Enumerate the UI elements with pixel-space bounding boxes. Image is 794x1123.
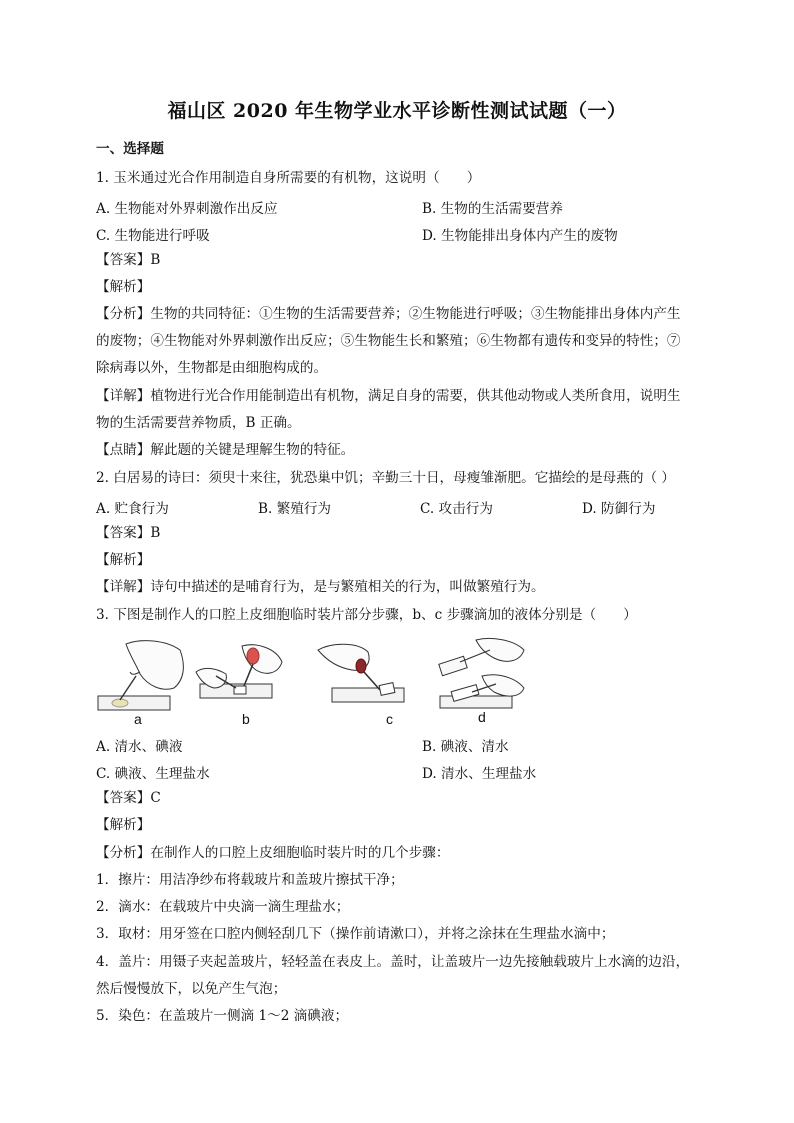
question-3-stem: 3. 下图是制作人的口腔上皮细胞临时装片部分步骤，b、c 步骤滴加的液体分别是（ ）: [96, 607, 637, 623]
step-c-illustration: [318, 644, 404, 702]
q3-jiexi: 【解析】: [96, 817, 151, 833]
q3-step-3: 3．取材：用牙签在口腔内侧轻刮几下（操作前请漱口），并将之涂抹在生理盐水滴中；: [96, 926, 615, 942]
q2-xiangjie: 【详解】诗句中描述的是哺育行为，是与繁殖相关的行为，叫做繁殖行为。: [96, 579, 545, 595]
step-b-illustration: [196, 645, 282, 698]
q1-xiangjie-line-2: 物的生活需要营养物质，B 正确。: [96, 415, 301, 431]
q1-option-b: B. 生物的生活需要营养: [422, 201, 563, 217]
question-2-stem: 2. 白居易的诗曰：须臾十来往，犹恐巢中饥；辛勤三十日，母瘦雏渐肥。它描绘的是母燕的（ ）: [96, 470, 675, 486]
q3-step-2: 2．滴水：在载玻片中央滴一滴生理盐水；: [96, 899, 350, 915]
q1-fenxi-line-2: 的废物；④生物能对外界刺激作出反应；⑤生物能生长和繁殖；⑥生物都有遗传和变异的特性；⑦: [96, 333, 681, 349]
step-a-illustration: [98, 641, 183, 710]
q1-jiexi: 【解析】: [96, 279, 151, 295]
q2-jiexi: 【解析】: [96, 552, 151, 568]
q3-step-1: 1．擦片：用洁净纱布将载玻片和盖玻片擦拭干净；: [96, 872, 404, 888]
section-heading: 一、选择题: [96, 141, 164, 157]
figure-label-b: b: [242, 711, 250, 727]
page-title: 福山区 2020 年生物学业水平诊断性测试试题（一）: [167, 100, 627, 122]
q3-option-c: C. 碘液、生理盐水: [96, 766, 210, 782]
step-d-illustration: [439, 638, 524, 708]
q1-dianjing: 【点睛】解此题的关键是理解生物的特征。: [96, 442, 355, 458]
q1-fenxi-line-3: 除病毒以外，生物都是由细胞构成的。: [96, 360, 328, 376]
q1-option-c: C. 生物能进行呼吸: [96, 228, 210, 244]
q3-step-5: 5．染色：在盖玻片一侧滴 1～2 滴碘液；: [96, 1008, 349, 1024]
question-1-stem: 1. 玉米通过光合作用制造自身所需要的有机物，这说明（ ）: [96, 170, 481, 186]
figure-label-d: d: [478, 709, 486, 725]
q3-step-4-cont: 然后慢慢放下，以免产生气泡；: [96, 981, 287, 997]
q1-answer: 【答案】B: [96, 252, 161, 268]
q1-option-a: A. 生物能对外界刺激作出反应: [96, 201, 278, 217]
q3-option-d: D. 清水、生理盐水: [422, 766, 537, 782]
q3-answer: 【答案】C: [96, 790, 161, 806]
q2-option-b: B. 繁殖行为: [258, 501, 332, 517]
q2-option-c: C. 攻击行为: [420, 501, 493, 517]
q2-option-d: D. 防御行为: [582, 501, 656, 517]
q2-answer: 【答案】B: [96, 525, 161, 541]
figure-label-c: c: [386, 711, 393, 727]
q2-option-a: A. 贮食行为: [96, 501, 169, 517]
q3-step-4: 4．盖片：用镊子夹起盖玻片，轻轻盖在表皮上。盖时，让盖玻片一边先接触载玻片上水滴的边沿，: [96, 954, 690, 970]
figure-label-a: a: [134, 711, 142, 727]
q3-option-a: A. 清水、碘液: [96, 739, 183, 755]
q1-fenxi-line-1: 【分析】生物的共同特征：①生物的生活需要营养；②生物能进行呼吸；③生物能排出身体内产生: [96, 306, 681, 322]
slide-preparation-figure: [96, 636, 528, 728]
slide-steps-illustration: [96, 636, 528, 728]
q3-option-b: B. 碘液、清水: [422, 739, 509, 755]
q3-fenxi: 【分析】在制作人的口腔上皮细胞临时装片时的几个步骤：: [96, 845, 450, 861]
q1-option-d: D. 生物能排出身体内产生的废物: [422, 228, 618, 244]
q1-xiangjie-line-1: 【详解】植物进行光合作用能制造出有机物，满足自身的需要，供其他动物或人类所食用，说明生: [96, 388, 681, 404]
